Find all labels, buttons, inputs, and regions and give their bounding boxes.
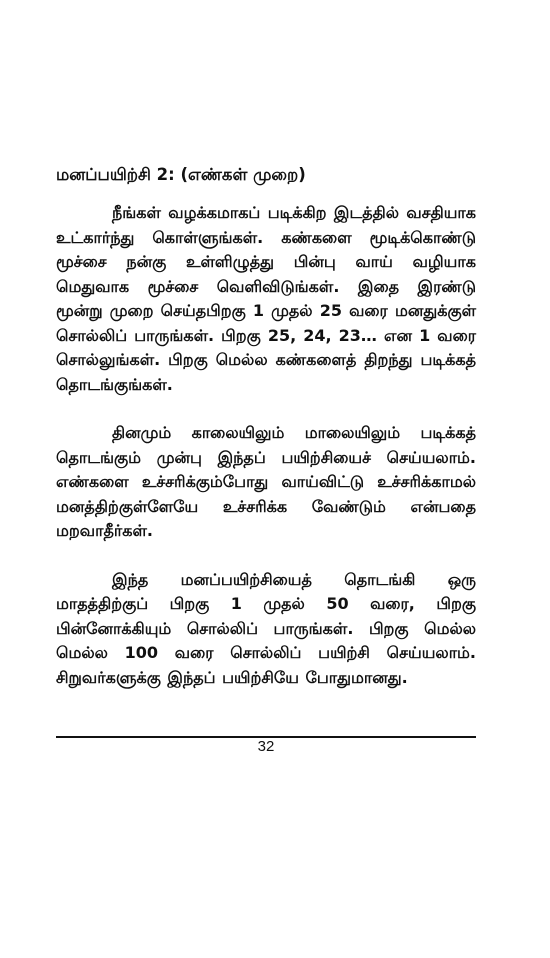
paragraph-1: நீங்கள் வழக்கமாகப் படிக்கிற இடத்தில் வசதியாக உட்கார்ந்து கொள்ளுங்கள். கண்களை மூடிக்கொண்டு மூச்சை நன்கு உள்ளிழுத்து பின்பு வாய் வழியாக மெதுவாக மூச்சை வெளிவிடுங்கள். இதை இரண்டு மூன்று முறை செய்தபிறகு 1 முதல் 25 வரை மனதுக்குள் சொல்லிப் பாருங்கள். பிறகு 25, 24, 23… என 1 வரை சொல்லுங்கள். பிறகு மெல்ல கண்களைத் திறந்து படிக்கத் தொடங்குங்கள். — [56, 203, 476, 394]
paragraph-3: இந்த மனப்பயிற்சியைத் தொடங்கி ஒரு மாதத்திற்குப் பிறகு 1 முதல் 50 வரை, பிறகு பின்னோக்கியும் சொல்லிப் பாருங்கள். பிறகு மெல்ல மெல்ல 100 வரை சொல்லிப் பயிற்சி செய்யலாம். சிறுவர்களுக்கு இந்தப் பயிற்சியே போதுமானது. — [56, 569, 476, 687]
paragraph-2: தினமும் காலையிலும் மாலையிலும் படிக்கத் தொடங்கும் முன்பு இந்தப் பயிற்சியைச் செய்யலாம். எண்களை உச்சரிக்கும்போது வாய்விட்டு உச்சரிக்காமல் மனத்திற்குள்ளேயே உச்சரிக்க வேண்டும் என்பதை மறவாதீர்கள். — [56, 423, 476, 540]
page-number: 32 — [257, 738, 275, 755]
section-heading: மனப்பயிற்சி 2: (எண்கள் முறை) — [56, 165, 306, 184]
page-content — [56, 163, 476, 714]
